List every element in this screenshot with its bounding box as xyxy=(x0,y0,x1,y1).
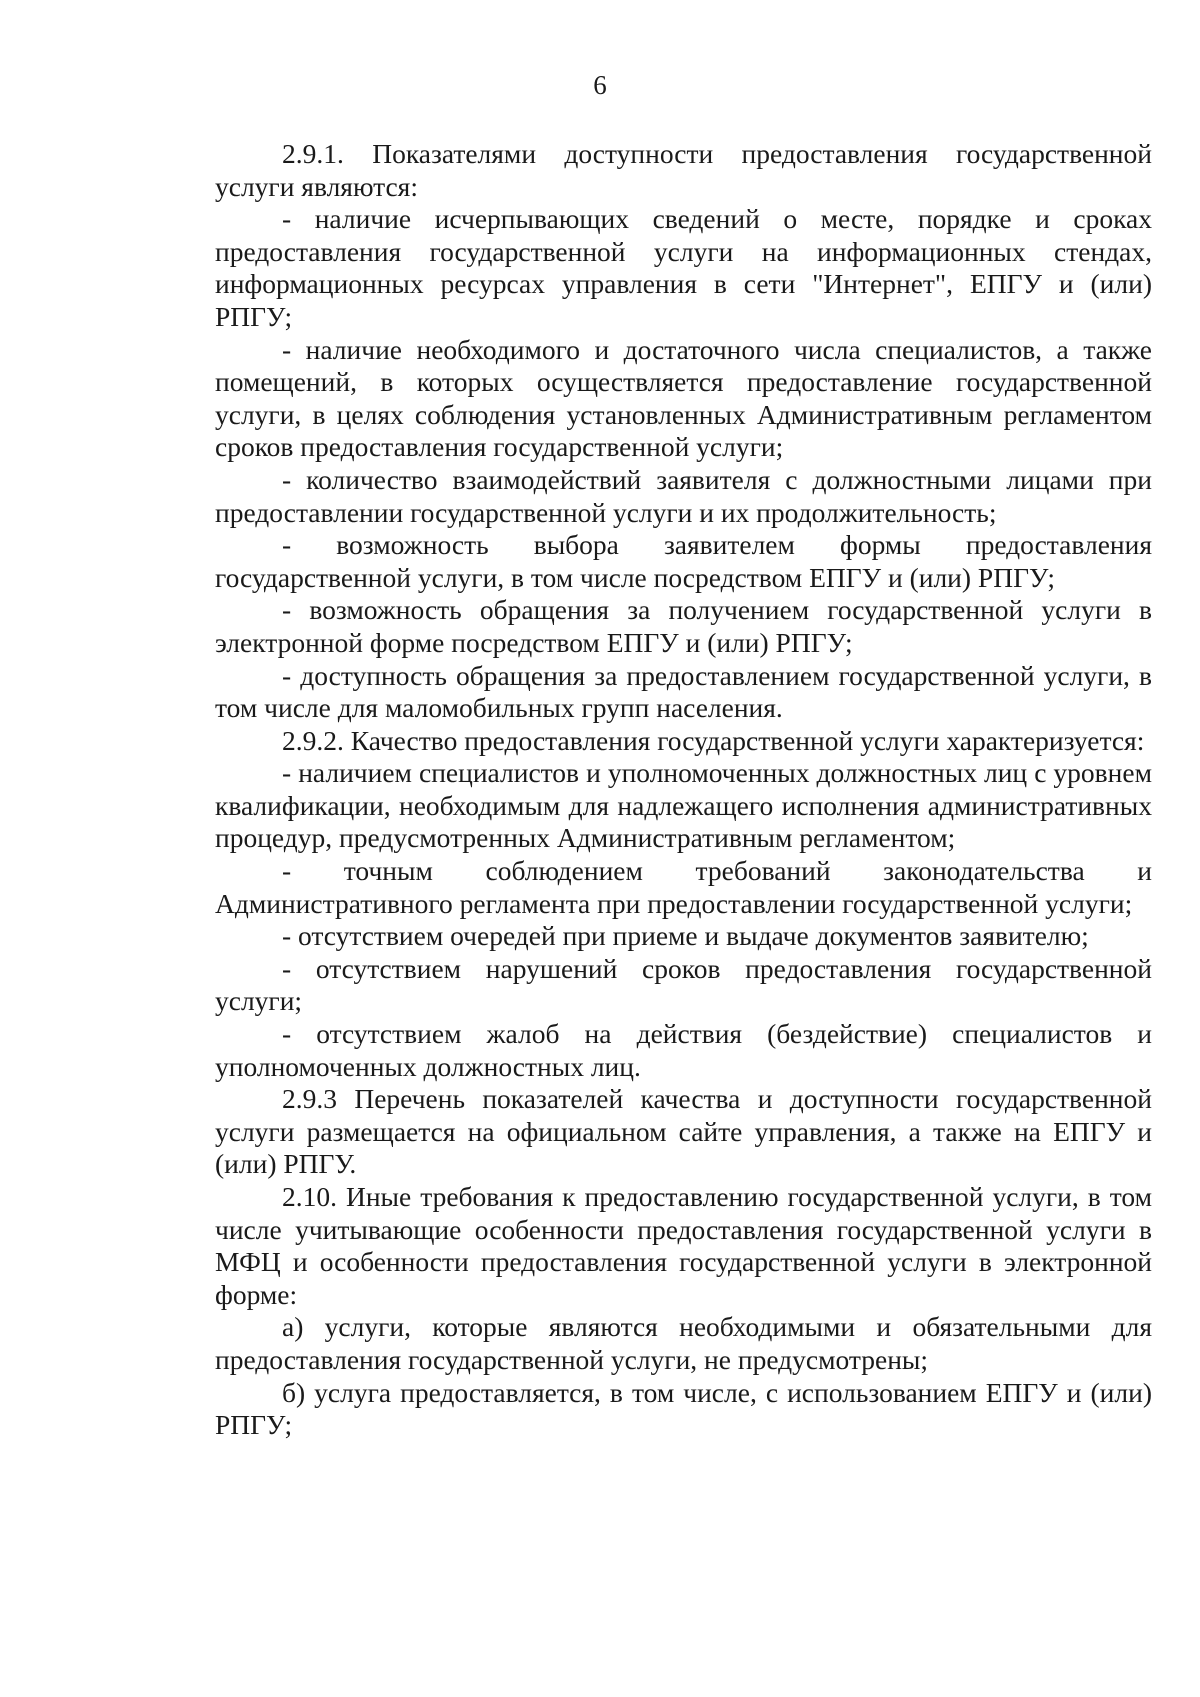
paragraph-2-9-3: 2.9.3 Перечень показателей качества и доступности государственной услуги размещается на официальном сайте управления, а также на ЕПГУ и (или) РПГУ. xyxy=(215,1083,1152,1180)
list-item: - отсутствием очередей при приеме и выдаче документов заявителю; xyxy=(282,920,1089,952)
list-item: - точным соблюдением требований законодательства и Административного регламента при предоставлении государственной услуги; xyxy=(215,855,1152,919)
document-body xyxy=(215,138,1152,1442)
paragraph-2-9-2: 2.9.2. Качество предоставления государственной услуги характеризуется: xyxy=(282,724,1145,756)
list-item: - доступность обращения за предоставлением государственной услуги, в том числе для маломобильных групп населения. xyxy=(215,659,1152,724)
list-item: - количество взаимодействий заявителя с должностными лицами при предоставлении государственной услуги и их продолжительность; xyxy=(215,463,1152,528)
list-item: - отсутствием жалоб на действия (бездействие) специалистов и уполномоченных должностных лиц. xyxy=(215,1018,1152,1082)
paragraph-2-9-1: 2.9.1. Показателями доступности предоставления государственной услуги являются: xyxy=(215,138,1152,202)
list-item: а) услуги, которые являются необходимыми и обязательными для предоставления государственной услуги, не предусмотрены; xyxy=(215,1311,1152,1375)
list-item: - наличие исчерпывающих сведений о месте, порядке и сроках предоставления государственной услуги на информационных стендах, информационных ресурсах управления в сети "Интернет", ЕПГУ и (или) РПГУ; xyxy=(215,203,1152,332)
list-item: - наличием специалистов и уполномоченных должностных лиц с уровнем квалификации, необходимым для надлежащего исполнения административных процедур, предусмотренных Административным регламентом; xyxy=(215,757,1152,854)
list-item: - наличие необходимого и достаточного числа специалистов, а также помещений, в которых осуществляется предоставление государственной услуги, в целях соблюдения установленных Административным регламентом сроков предоставления государственной услуги; xyxy=(215,333,1152,463)
list-item: - возможность выбора заявителем формы предоставления государственной услуги, в том числе посредством ЕПГУ и (или) РПГУ; xyxy=(215,529,1152,593)
list-item: - возможность обращения за получением государственной услуги в электронной форме посредством ЕПГУ и (или) РПГУ; xyxy=(215,594,1152,658)
page-number: 6 xyxy=(593,70,607,100)
list-item: б) услуга предоставляется, в том числе, с использованием ЕПГУ и (или) РПГУ; xyxy=(215,1376,1152,1441)
paragraph-2-10: 2.10. Иные требования к предоставлению государственной услуги, в том числе учитывающие особенности предоставления государственной услуги в МФЦ и особенности предоставления государственной услуги в электронной форме: xyxy=(215,1181,1152,1310)
list-item: - отсутствием нарушений сроков предоставления государственной услуги; xyxy=(215,952,1152,1017)
